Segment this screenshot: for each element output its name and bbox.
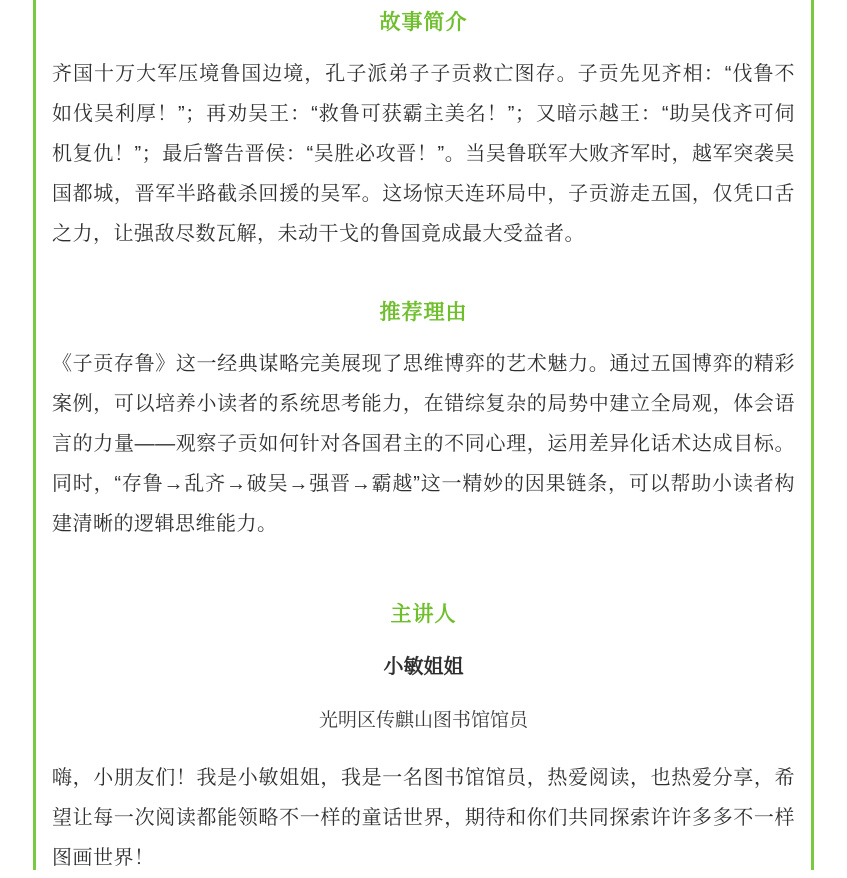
right-green-rule xyxy=(811,0,814,870)
story-section-title: 故事简介 xyxy=(379,11,468,34)
speaker-section-title: 主讲人 xyxy=(390,603,457,626)
speaker-role: 光明区传麒山图书馆馆员 xyxy=(318,710,528,731)
recommendation-section-title: 推荐理由 xyxy=(379,301,468,324)
speaker-name: 小敏姐姐 xyxy=(383,656,464,678)
article-content xyxy=(52,0,795,878)
recommendation-section-body: 《子贡存鲁》这一经典谋略完美展现了思维博弈的艺术魅力。通过五国博弈的精彩案例，可以培养小读者的系统思考能力，在错综复杂的局势中建立全局观，体会语言的力量——观察子贡如何针对各国君主的不同心理，运用差异化话术达成目标。同时，“存鲁→乱齐→破吴→强晋→霸越”这一精妙的因果链条，可以帮助小读者构建清晰的逻辑思维能力。 xyxy=(52,353,795,535)
speaker-bio: 嗨，小朋友们！我是小敏姐姐，我是一名图书馆馆员，热爱阅读，也热爱分享，希望让每一次阅读都能领略不一样的童话世界，期待和你们共同探索许许多多不一样图画世界！ xyxy=(52,767,795,869)
left-green-rule xyxy=(33,0,36,870)
story-section-body: 齐国十万大军压境鲁国边境，孔子派弟子子贡救亡图存。子贡先见齐相：“伐鲁不如伐吴利厚！”；再劝吴王：“救鲁可获霸主美名！”；又暗示越王：“助吴伐齐可伺机复仇！”；最后警告晋侯：“吴胜必攻晋！”。当吴鲁联军大败齐军时，越军突袭吴国都城，晋军半路截杀回援的吴军。这场惊天连环局中，子贡游走五国，仅凭口舌之力，让强敌尽数瓦解，未动干戈的鲁国竟成最大受益者。 xyxy=(52,63,795,245)
